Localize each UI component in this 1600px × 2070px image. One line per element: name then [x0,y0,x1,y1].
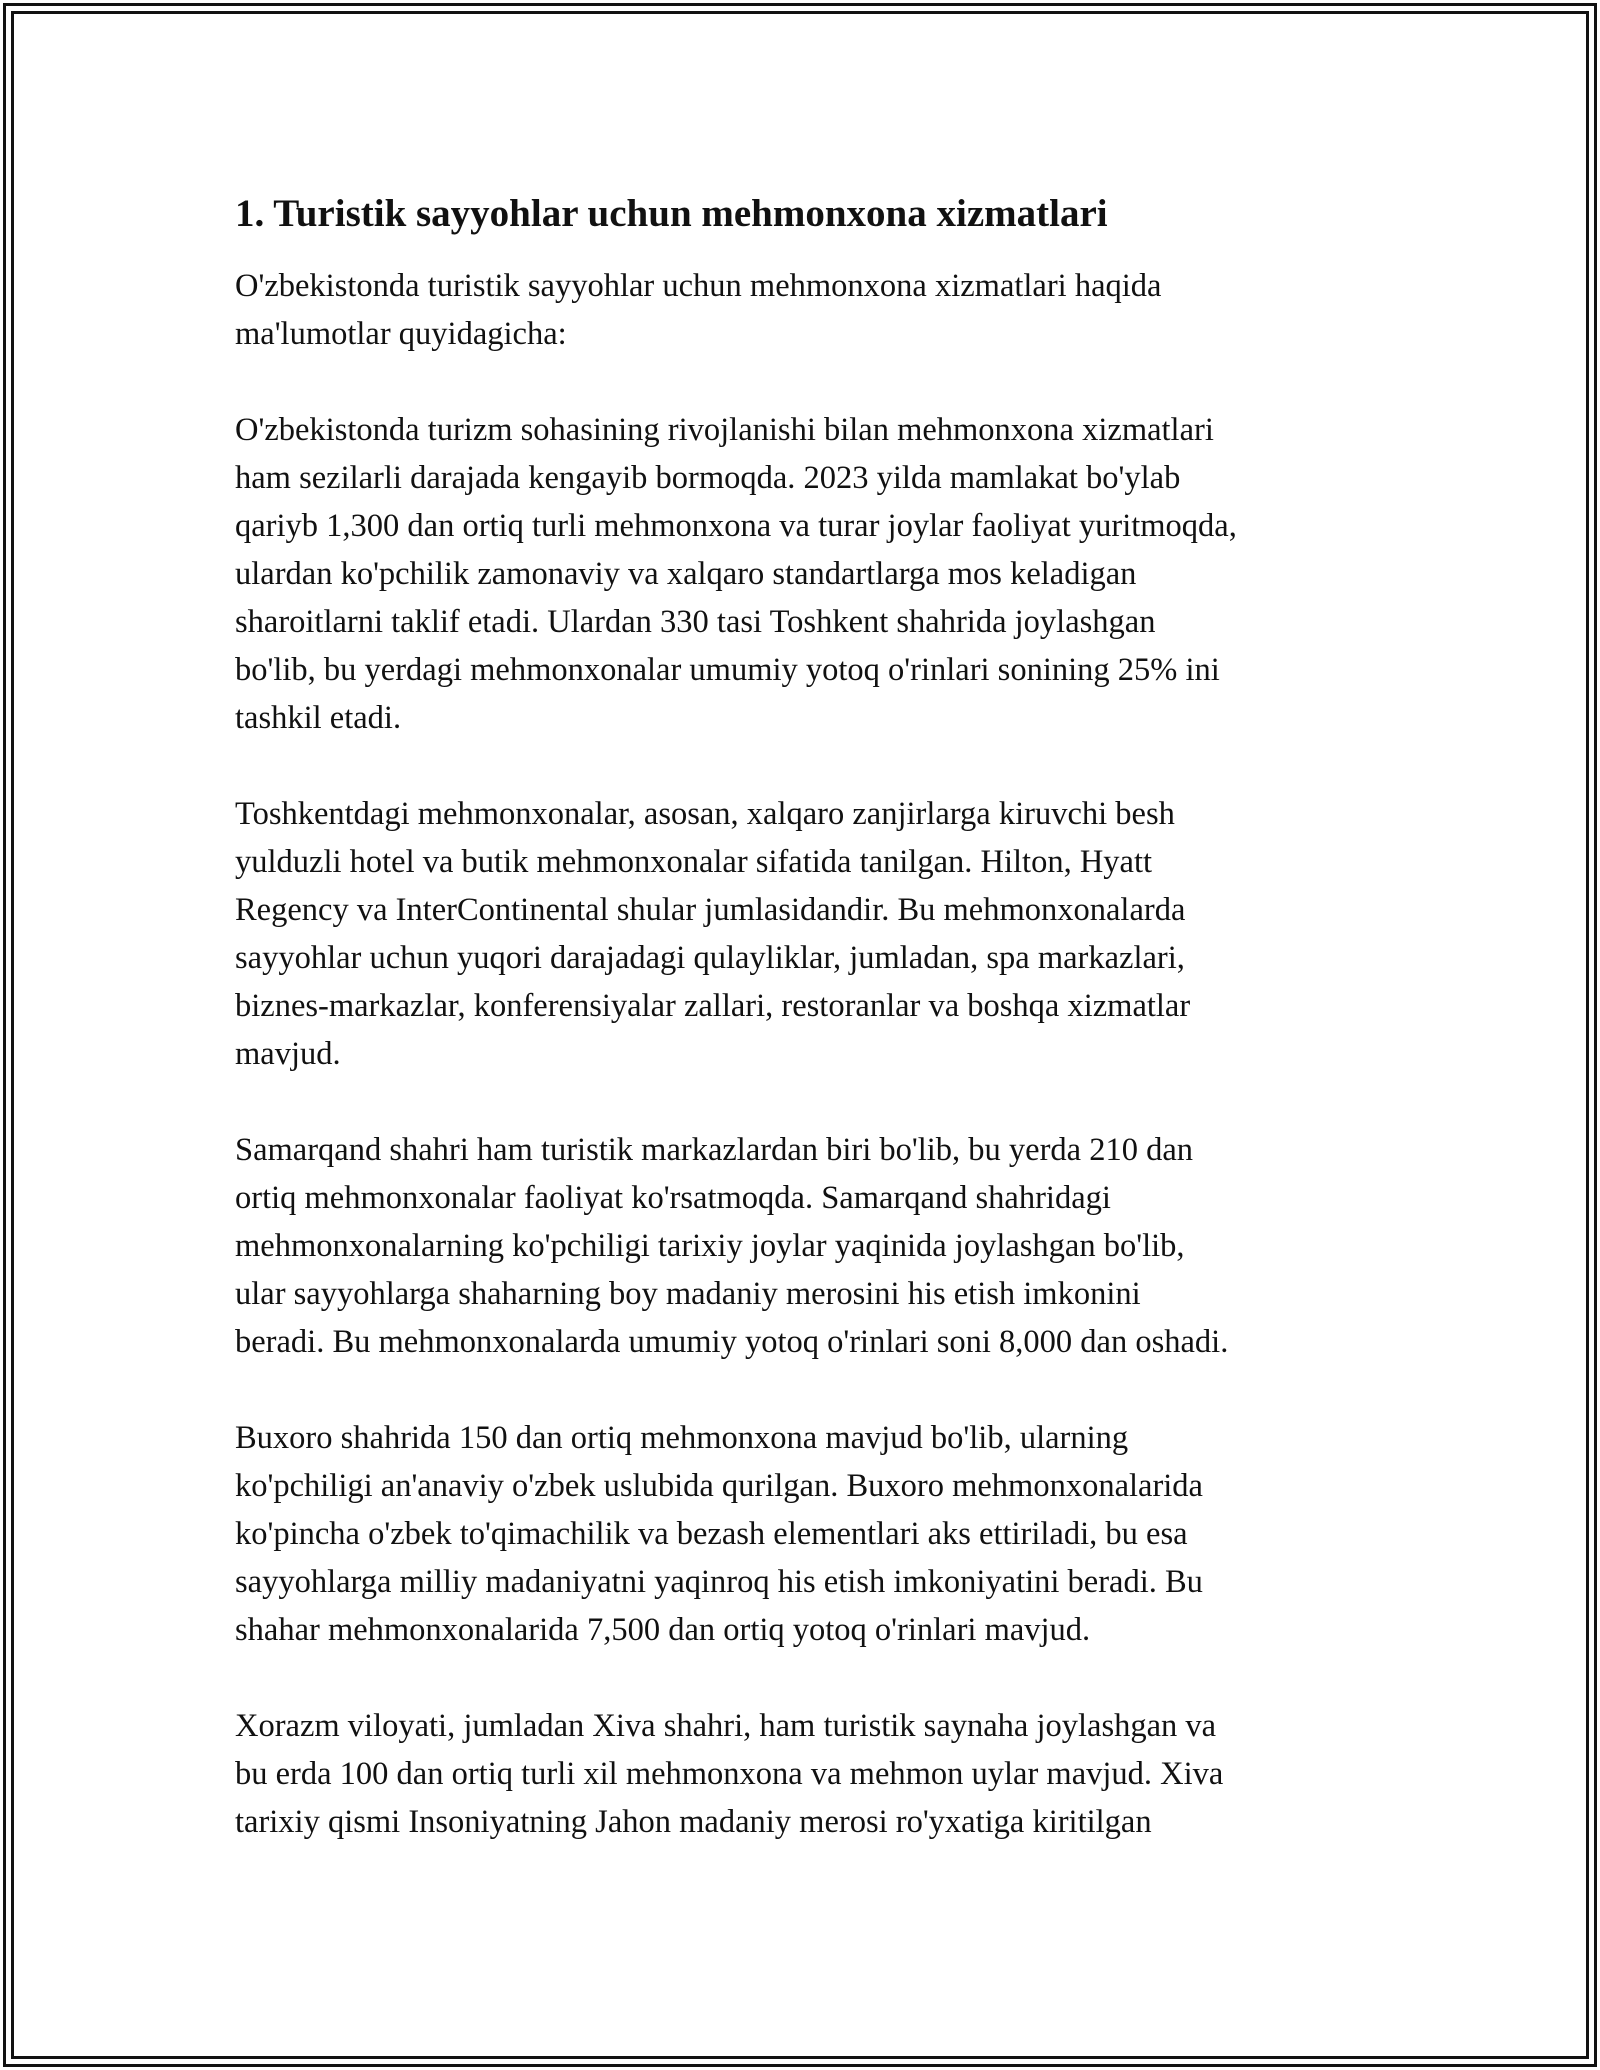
text-line: biznes-markazlar, konferensiyalar zallari, restoranlar va boshqa xizmatlar [235,988,1191,1024]
document-body [235,188,1365,1846]
document-title: 1. Turistik sayyohlar uchun mehmonxona xizmatlari [235,192,1108,235]
paragraph-samarkand [235,1126,1365,1366]
text-line: O'zbekistonda turizm sohasining rivojlanishi bilan mehmonxona xizmatlari [235,412,1214,448]
text-line: Toshkentdagi mehmonxonalar, asosan, xalqaro zanjirlarga kiruvchi besh [235,796,1175,832]
text-line: tashkil etadi. [235,700,402,736]
text-line: mavjud. [235,1036,341,1072]
text-line: shahar mehmonxonalarida 7,500 dan ortiq yotoq o'rinlari mavjud. [235,1612,1091,1648]
text-line: Samarqand shahri ham turistik markazlardan biri bo'lib, bu yerda 210 dan [235,1132,1194,1168]
text-line: O'zbekistonda turistik sayyohlar uchun mehmonxona xizmatlari haqida [235,268,1162,304]
intro-paragraph [235,262,1365,358]
paragraph-khorezm [235,1702,1365,1846]
paragraph-bukhara [235,1414,1365,1654]
text-line: qariyb 1,300 dan ortiq turli mehmonxona va turar joylar faoliyat yuritmoqda, [235,508,1237,544]
text-line: sharoitlarni taklif etadi. Ulardan 330 tasi Toshkent shahrida joylashgan [235,604,1156,640]
text-line: Xorazm viloyati, jumladan Xiva shahri, ham turistik saynaha joylashgan va [235,1708,1217,1744]
text-line: mehmonxonalarning ko'pchiligi tarixiy joylar yaqinida joylashgan bo'lib, [235,1228,1185,1264]
text-line: beradi. Bu mehmonxonalarda umumiy yotoq o'rinlari soni 8,000 dan oshadi. [235,1324,1229,1360]
text-line: yulduzli hotel va butik mehmonxonalar sifatida tanilgan. Hilton, Hyatt [235,844,1153,880]
text-line: Regency va InterContinental shular jumlasidandir. Bu mehmonxonalarda [235,892,1186,928]
paragraph-overview [235,406,1365,742]
text-line: sayyohlarga milliy madaniyatni yaqinroq his etish imkoniyatini beradi. Bu [235,1564,1203,1600]
text-line: ko'pincha o'zbek to'qimachilik va bezash elementlari aks ettiriladi, bu esa [235,1516,1188,1552]
text-line: ular sayyohlarga shaharning boy madaniy merosini his etish imkonini [235,1276,1141,1312]
text-line: ma'lumotlar quyidagicha: [235,316,567,352]
text-line: Buxoro shahrida 150 dan ortiq mehmonxona mavjud bo'lib, ularning [235,1420,1129,1456]
text-line: tarixiy qismi Insoniyatning Jahon madaniy merosi ro'yxatiga kiritilgan [235,1804,1152,1840]
text-line: sayyohlar uchun yuqori darajadagi qulayliklar, jumladan, spa markazlari, [235,940,1185,976]
text-line: ko'pchiligi an'anaviy o'zbek uslubida qurilgan. Buxoro mehmonxonalarida [235,1468,1203,1504]
text-line: ulardan ko'pchilik zamonaviy va xalqaro standartlarga mos keladigan [235,556,1137,592]
text-line: ortiq mehmonxonalar faoliyat ko'rsatmoqda. Samarqand shahridagi [235,1180,1111,1216]
text-line: bo'lib, bu yerdagi mehmonxonalar umumiy yotoq o'rinlari sonining 25% ini [235,652,1220,688]
paragraph-tashkent [235,790,1365,1078]
text-line: ham sezilarli darajada kengayib bormoqda. 2023 yilda mamlakat bo'ylab [235,460,1181,496]
text-line: bu erda 100 dan ortiq turli xil mehmonxona va mehmon uylar mavjud. Xiva [235,1756,1224,1792]
